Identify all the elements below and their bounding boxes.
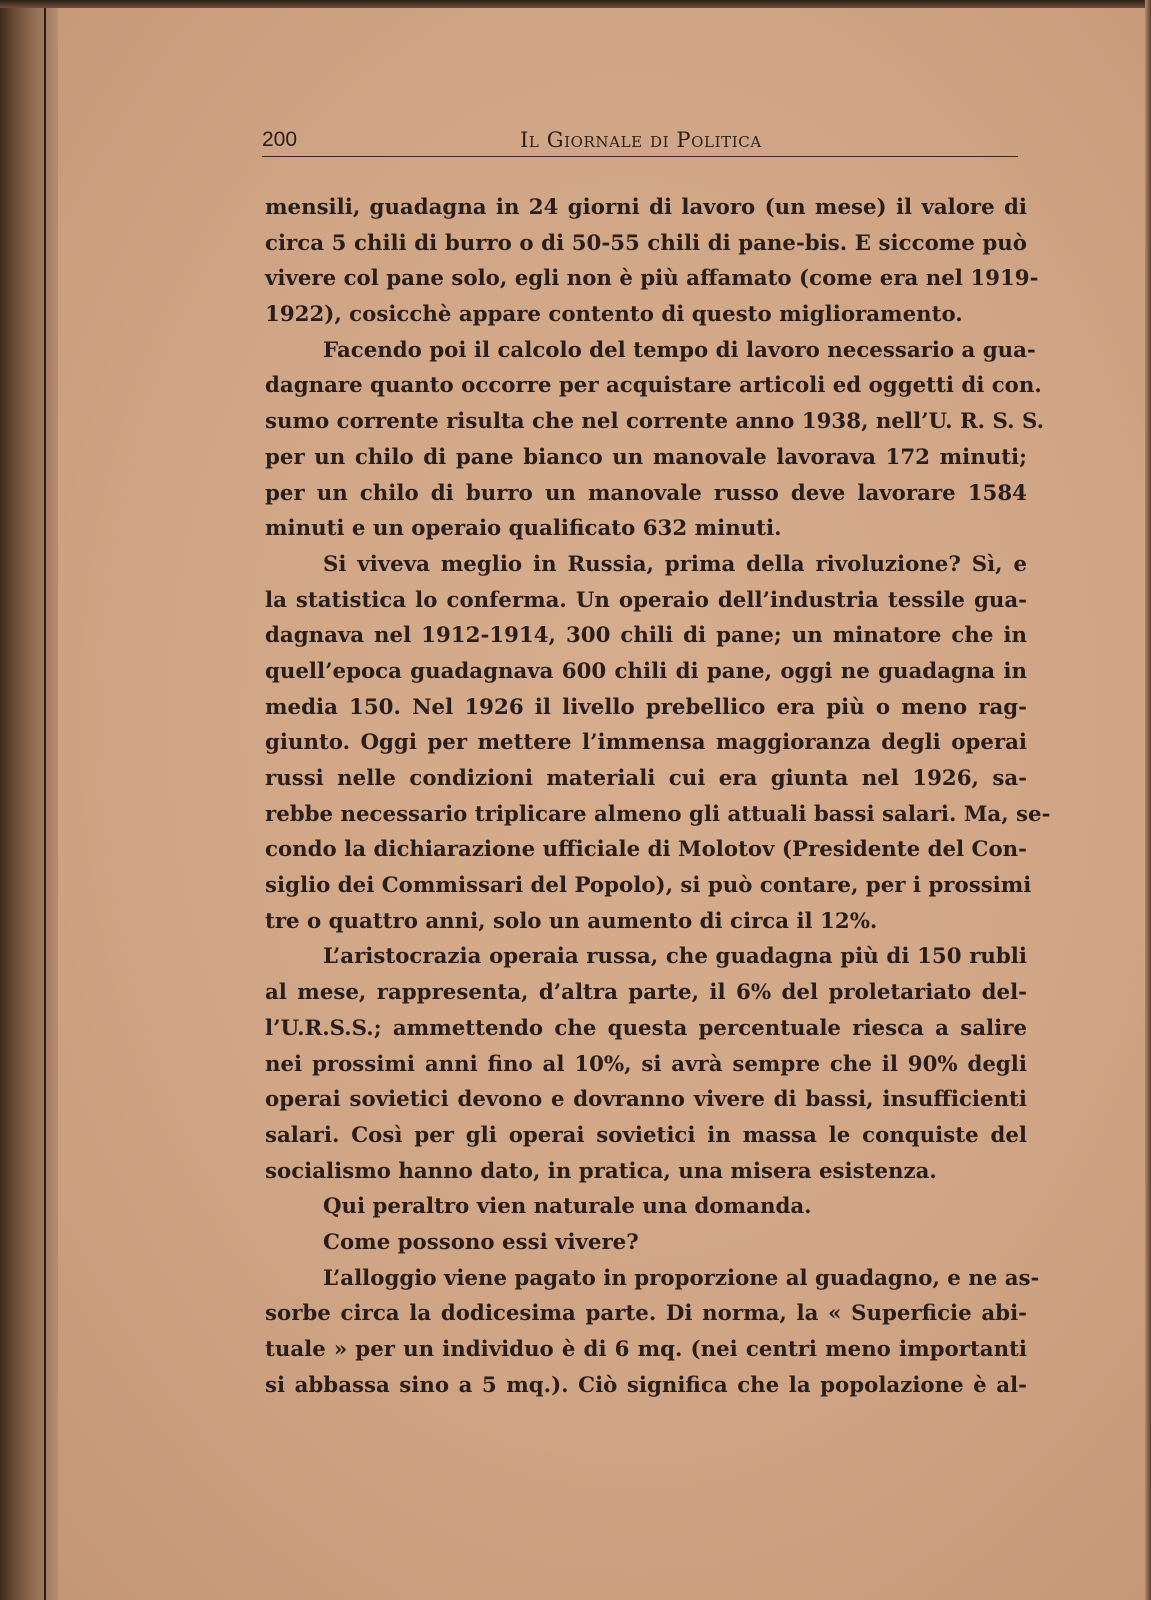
- text-line: circa 5 chili di burro o di 50-55 chili di pane-bis. E siccome può: [265, 230, 1027, 256]
- text-line: Qui peraltro vien naturale una domanda.: [323, 1194, 812, 1220]
- running-head: [262, 128, 1022, 158]
- page-right-edge: [1145, 0, 1151, 1600]
- text-line: per un chilo di pane bianco un manovale lavorava 172 minuti;: [265, 444, 1027, 470]
- text-line: dagnare quanto occorre per acquistare articoli ed oggetti di con.: [265, 373, 1042, 399]
- header-rule: [262, 156, 1018, 157]
- text-line: media 150. Nel 1926 il livello prebellico era più o meno rag-: [265, 694, 1027, 720]
- text-line: tre o quattro anni, solo un aumento di circa il 12%.: [265, 908, 878, 934]
- text-line: operai sovietici devono e dovranno vivere di bassi, insufficienti: [265, 1087, 1027, 1113]
- text-line: L’aristocrazia operaia russa, che guadagna più di 150 rubli: [323, 944, 1027, 970]
- text-line: giunto. Oggi per mettere l’immensa maggioranza degli operai: [265, 730, 1027, 756]
- text-line: Come possono essi vivere?: [323, 1229, 639, 1255]
- text-line: russi nelle condizioni materiali cui era giunta nel 1926, sa-: [265, 766, 1027, 791]
- text-line: condo la dichiarazione ufficiale di Molotov (Presidente del Con-: [265, 837, 1028, 863]
- text-line: L’alloggio viene pagato in proporzione al guadagno, e ne as-: [323, 1265, 1040, 1291]
- spine-fold: [44, 0, 46, 1600]
- page-number: 200: [262, 128, 298, 151]
- text-line: sorbe circa la dodicesima parte. Di norma, la « Superficie abi-: [265, 1301, 1027, 1327]
- text-line: salari. Così per gli operai sovietici in massa le conquiste del: [265, 1122, 1027, 1148]
- text-line: la statistica lo conferma. Un operaio dell’industria tessile gua-: [265, 587, 1027, 613]
- page-top-edge: [0, 0, 1151, 8]
- text-line: Facendo poi il calcolo del tempo di lavoro necessario a gua-: [323, 337, 1036, 363]
- text-line: Si viveva meglio in Russia, prima della rivoluzione? Sì, e: [323, 551, 1027, 577]
- text-line: rebbe necessario triplicare almeno gli attuali bassi salari. Ma, se-: [265, 801, 1051, 827]
- text-line: minuti e un operaio qualificato 632 minuti.: [265, 516, 782, 542]
- text-line: l’U.R.S.S.; ammettendo che questa percentuale riesca a salire: [265, 1015, 1027, 1041]
- text-line: si abbassa sino a 5 mq.). Ciò significa che la popolazione è al-: [265, 1372, 1027, 1398]
- text-line: quell’epoca guadagnava 600 chili di pane, oggi ne guadagna in: [265, 658, 1027, 684]
- text-line: vivere col pane solo, egli non è più affamato (come era nel 1919-: [265, 266, 1039, 292]
- text-line: nei prossimi anni fino al 10%, si avrà sempre che il 90% degli: [265, 1051, 1027, 1077]
- text-line: tuale » per un individuo è di 6 mq. (nei centri meno importanti: [265, 1337, 1027, 1362]
- text-line: 1922), cosicchè appare contento di questo miglioramento.: [265, 302, 963, 328]
- text-line: siglio dei Commissari del Popolo), si può contare, per i prossimi: [265, 873, 1032, 899]
- text-line: dagnava nel 1912-1914, 300 chili di pane; un minatore che in: [265, 623, 1027, 649]
- body-text: [265, 190, 1051, 1403]
- book-spine: [0, 0, 58, 1600]
- text-line: sumo corrente risulta che nel corrente anno 1938, nell’U. R. S. S.: [265, 409, 1044, 435]
- text-line: al mese, rappresenta, d’altra parte, il 6% del proletariato del-: [265, 980, 1027, 1006]
- text-line: socialismo hanno dato, in pratica, una misera esistenza.: [265, 1158, 937, 1184]
- journal-title: Il Giornale di Politica: [520, 128, 762, 152]
- text-line: mensili, guadagna in 24 giorni di lavoro (un mese) il valore di: [265, 195, 1027, 220]
- text-line: per un chilo di burro un manovale russo deve lavorare 1584: [265, 480, 1027, 506]
